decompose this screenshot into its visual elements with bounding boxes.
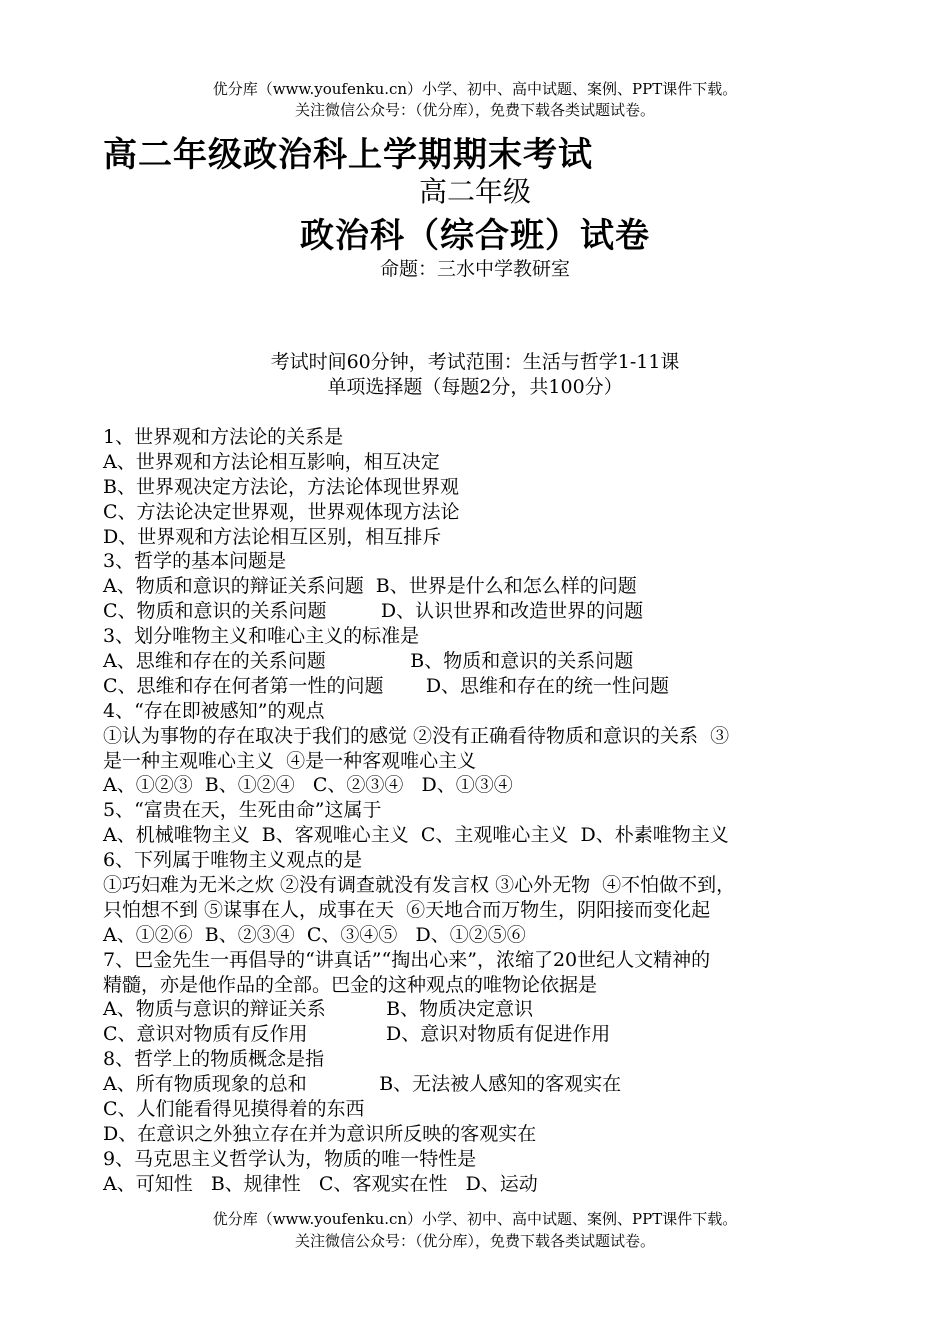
- question-line: A、机械唯物主义 B、客观唯心主义 C、主观唯心主义 D、朴素唯物主义: [103, 824, 729, 847]
- author-line: 命题：三水中学教研室: [379, 258, 570, 280]
- question-line: 3、哲学的基本问题是: [103, 550, 287, 573]
- question-line: C、意识对物质有反作用 D、意识对物质有促进作用: [103, 1023, 611, 1046]
- question-line: A、物质和意识的辩证关系问题 B、世界是什么和怎么样的问题: [103, 575, 637, 598]
- question-line: D、在意识之外独立存在并为意识所反映的客观实在: [103, 1122, 537, 1145]
- question-line: 1、世界观和方法论的关系是: [103, 426, 344, 448]
- question-line: 8、哲学上的物质概念是指: [103, 1048, 325, 1071]
- question-line: ①认为事物的存在取决于我们的感觉 ②没有正确看待物质和意识的关系 ③: [103, 724, 730, 747]
- question-line: C、人们能看得见摸得着的东西: [103, 1098, 365, 1121]
- section-heading: 单项选择题（每题2分，共100分）: [327, 376, 623, 398]
- header-line-1: 优分库（www.youfenku.cn）小学、初中、高中试题、案例、PPT课件下载。: [212, 80, 738, 98]
- footer-line-1: 优分库（www.youfenku.cn）小学、初中、高中试题、案例、PPT课件下载。: [212, 1210, 738, 1228]
- question-line: A、所有物质现象的总和 B、无法被人感知的客观实在: [103, 1073, 622, 1096]
- paper-title: 政治科（综合班）试卷: [300, 216, 650, 256]
- question-line: C、物质和意识的关系问题 D、认识世界和改造世界的问题: [103, 600, 644, 623]
- grade-label: 高二年级: [418, 175, 531, 208]
- footer-line-2: 关注微信公众号：（优分库），免费下载各类试题试卷。: [294, 1232, 655, 1250]
- question-list: [103, 425, 863, 1197]
- question-line: ①巧妇难为无米之炊 ②没有调查就没有发言权 ③心外无物 ④不怕做不到，: [103, 874, 736, 897]
- question-line: A、可知性 B、规律性 C、客观实在性 D、运动: [103, 1172, 538, 1195]
- question-line: A、①②③ B、①②④ C、②③④ D、①③④: [103, 774, 513, 797]
- question-line: A、物质与意识的辩证关系 B、物质决定意识: [103, 998, 534, 1021]
- question-line: C、思维和存在何者第一性的问题 D、思维和存在的统一性问题: [103, 674, 670, 697]
- question-line: 3、划分唯物主义和唯心主义的标准是: [103, 625, 420, 648]
- question-line: D、世界观和方法论相互区别，相互排斥: [103, 525, 442, 548]
- question-line: 9、马克思主义哲学认为，物质的唯一特性是: [103, 1147, 477, 1170]
- question-line: 只怕想不到 ⑤谋事在人，成事在天 ⑥天地合而万物生，阴阳接而变化起: [103, 898, 711, 921]
- question-line: 精髓，亦是他作品的全部。巴金的这种观点的唯物论依据是: [103, 973, 598, 996]
- exam-title: 高二年级政治科上学期期末考试: [103, 135, 593, 175]
- question-line: 6、下列属于唯物主义观点的是: [103, 849, 363, 872]
- question-line: 7、巴金先生一再倡导的“讲真话”“掏出心来”，浓缩了20世纪人文精神的: [103, 948, 711, 971]
- question-line: 是一种主观唯心主义 ④是一种客观唯心主义: [103, 749, 477, 772]
- question-line: 5、“富贵在天，生死由命”这属于: [103, 799, 382, 822]
- question-line: A、思维和存在的关系问题 B、物质和意识的关系问题: [103, 650, 634, 673]
- header-line-2: 关注微信公众号：（优分库），免费下载各类试题试卷。: [294, 101, 655, 119]
- question-line: A、世界观和方法论相互影响，相互决定: [103, 450, 440, 473]
- exam-info: 考试时间60分钟，考试范围：生活与哲学1-11课: [270, 351, 680, 373]
- question-line: B、世界观决定方法论，方法论体现世界观: [103, 475, 459, 498]
- question-line: 4、“存在即被感知”的观点: [103, 699, 325, 722]
- question-line: C、方法论决定世界观，世界观体现方法论: [103, 500, 460, 523]
- question-line: A、①②⑥ B、②③④ C、③④⑤ D、①②⑤⑥: [103, 923, 526, 946]
